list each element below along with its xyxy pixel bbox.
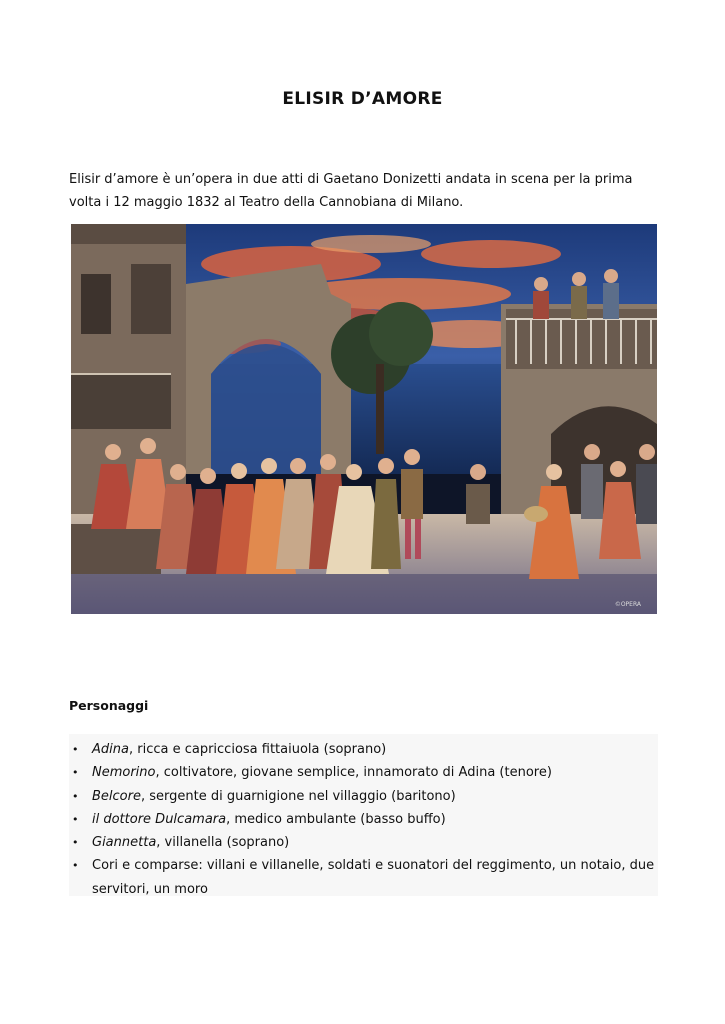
bullet-icon: • — [72, 789, 79, 803]
character-name: Nemorino — [92, 765, 156, 781]
bullet-icon: • — [72, 743, 79, 756]
opera-stage-photo — [71, 224, 657, 614]
character-description: , ricca e capricciosa fittaiuola (soprano) — [128, 742, 387, 757]
character-list-item — [69, 738, 658, 761]
intro-paragraph: Elisir d’amore è un’opera in due atti di Gaetano Donizetti andata in scena per la prima volta i 12 maggio 1832 al Teatro della Cannobiana di Milano. — [69, 172, 633, 210]
character-list-item — [69, 854, 658, 901]
character-name: il dottore Dulcamara — [92, 811, 227, 827]
character-description: Cori e comparse: villani e villanelle, soldati e suonatori del reggimento, un notaio, due servitori, un moro — [92, 858, 655, 897]
bullet-icon: • — [72, 859, 79, 873]
section-title-personaggi: Personaggi — [69, 698, 149, 713]
character-list-item — [69, 808, 658, 831]
characters-list — [69, 734, 658, 901]
character-name: Giannetta — [92, 835, 157, 851]
character-description: , sergente di guarnigione nel villaggio (baritono) — [140, 788, 456, 804]
character-name: Belcore — [92, 788, 141, 804]
characters-list-box — [69, 734, 658, 896]
character-list-item — [69, 785, 658, 808]
page-title: ELISIR D’AMORE — [282, 89, 443, 109]
character-name: Adina — [92, 742, 129, 757]
photo-credit: ©OPERA — [614, 601, 641, 608]
character-description: , villanella (soprano) — [156, 835, 290, 851]
character-description: , medico ambulante (basso buffo) — [226, 811, 446, 827]
stage-illustration — [71, 224, 657, 614]
character-list-item — [69, 761, 658, 784]
character-list-item — [69, 831, 658, 854]
bullet-icon: • — [72, 766, 79, 780]
bullet-icon: • — [72, 836, 79, 850]
character-description: , coltivatore, giovane semplice, innamorato di Adina (tenore) — [155, 765, 552, 781]
bullet-icon: • — [72, 812, 79, 826]
